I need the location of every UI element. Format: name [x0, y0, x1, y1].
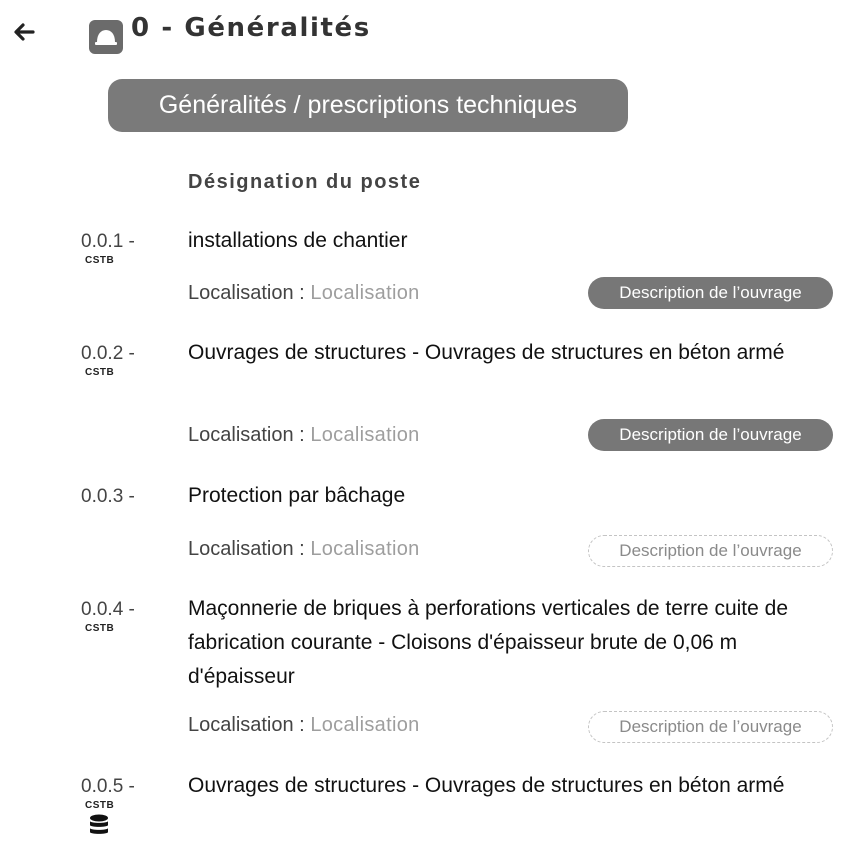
location-field[interactable]: [188, 282, 420, 305]
location-label: Localisation :: [188, 538, 305, 560]
item-number: 0.0.3 -: [81, 486, 135, 507]
list-item: [0, 343, 843, 453]
cstb-badge: CSTB: [85, 623, 115, 634]
location-field[interactable]: [188, 538, 420, 561]
location-field[interactable]: [188, 424, 420, 447]
item-designation[interactable]: Ouvrages de structures - Ouvrages de structures en béton armé: [188, 341, 785, 364]
list-item: [0, 231, 843, 311]
cstb-badge: CSTB: [85, 367, 115, 378]
hard-hat-icon: [89, 20, 123, 54]
location-placeholder[interactable]: Localisation: [310, 424, 420, 446]
location-label: Localisation :: [188, 714, 305, 736]
location-label: Localisation :: [188, 424, 305, 446]
location-placeholder[interactable]: Localisation: [310, 538, 420, 560]
location-placeholder[interactable]: Localisation: [310, 282, 420, 304]
back-arrow-icon[interactable]: [12, 20, 36, 44]
item-number: 0.0.2 -: [81, 343, 135, 364]
item-designation[interactable]: Maçonnerie de briques à perforations verticales de terre cuite de fabrication courante - Cloisons d'épaisseur brute de 0,06 m d'épaisseur: [188, 597, 788, 688]
location-placeholder[interactable]: Localisation: [310, 714, 420, 736]
item-designation[interactable]: Protection par bâchage: [188, 484, 406, 507]
location-field[interactable]: [188, 714, 420, 737]
item-designation[interactable]: Ouvrages de structures - Ouvrages de structures en béton armé: [188, 774, 785, 797]
description-button[interactable]: Description de l’ouvrage: [588, 419, 833, 451]
item-number: 0.0.1 -: [81, 231, 135, 252]
page-title: 0 - Généralités: [131, 13, 371, 43]
cstb-badge: CSTB: [85, 800, 115, 811]
item-designation[interactable]: installations de chantier: [188, 229, 408, 252]
description-button[interactable]: Description de l’ouvrage: [588, 277, 833, 309]
list-item: [0, 486, 843, 571]
column-header-designation: Désignation du poste: [188, 171, 422, 193]
location-label: Localisation :: [188, 282, 305, 304]
section-tab[interactable]: Généralités / prescriptions techniques: [108, 79, 628, 132]
description-button[interactable]: Description de l’ouvrage: [588, 535, 833, 567]
list-item: [0, 599, 843, 749]
list-item: [0, 776, 843, 843]
item-number: 0.0.5 -: [81, 776, 135, 797]
database-icon: [89, 814, 109, 843]
description-button[interactable]: Description de l’ouvrage: [588, 711, 833, 743]
item-number: 0.0.4 -: [81, 599, 135, 620]
cstb-badge: CSTB: [85, 255, 115, 266]
